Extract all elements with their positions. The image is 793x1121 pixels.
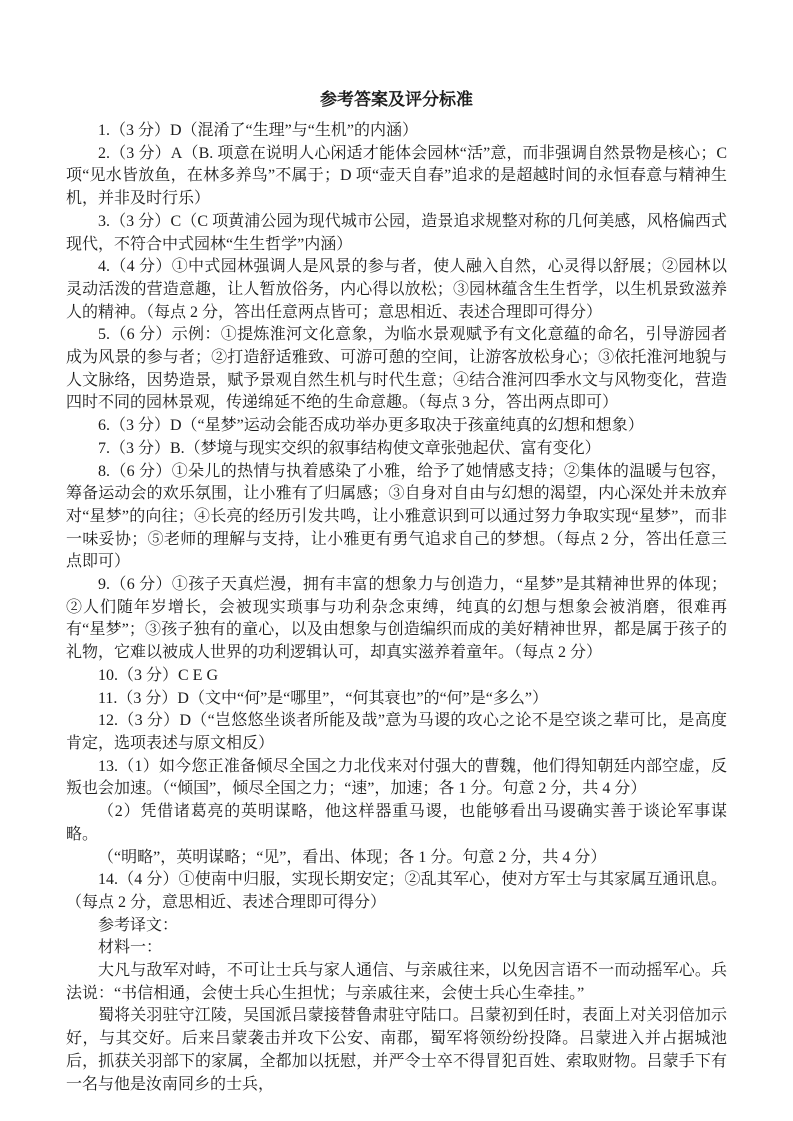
answer-11: 11.（3 分）D（文中“何”是“哪里”，“何其衰也”的“何”是“多么”） <box>98 689 548 707</box>
answer-13-part2-scoring-note: （“明略”，英明谋略；“见”，看出、体现；各 1 分。句意 2 分，共 4 分） <box>98 848 607 866</box>
answer-1: 1.（3 分）D（混淆了“生理”与“生机”的内涵） <box>98 122 418 139</box>
answer-6: 6.（3 分）D（“星梦”运动会能否成功举办更多取决于孩童纯真的幻想和想象） <box>98 417 644 435</box>
answer-10: 10.（3 分）C E G <box>98 666 219 684</box>
answer-4: 4.（4 分）①中式园林强调人是风景的参与者，使人融入自然，心灵得以舒展；②园林以灵动活泼的营造意趣，让人暂放俗务，内心得以放松；③园林蕴含生生哲学，以生机景致滋养人的精神。（每点 2 分，答出任意两点皆可；意思相近、表述合理即可得分） <box>66 258 727 321</box>
translation-paragraph-2: 蜀将关羽驻守江陵，吴国派吕蒙接替鲁肃驻守陆口。吕蒙初到任时，表面上对关羽倍加示好，与其交好。后来吕蒙袭击并攻下公安、南郡，蜀军将领纷纷投降。吕蒙进入并占据城池后，抓获关羽部下的家属，全都加以抚慰，并严令士卒不得冒犯百姓、索取财物。吕蒙手下有一名与他是汝南同乡的士兵， <box>66 1007 727 1093</box>
translation-paragraph-1: 大凡与敌军对峙，不可让士兵与家人通信、与亲戚往来，以免因言语不一而动摇军心。兵法说：“书信相通，会使士兵心生担忧；与亲戚往来，会使士兵心生牵挂。” <box>66 962 727 1002</box>
material-1-heading: 材料一： <box>98 939 163 957</box>
answer-8: 8.（6 分）①朵儿的热情与执着感染了小雅，给予了她情感支持；②集体的温暖与包容，筹备运动会的欢乐氛围，让小雅有了归属感；③自身对自由与幻想的渴望，内心深处并未放弃对“星梦”的向往；④长亮的经历引发共鸣，让小雅意识到可以通过努力争取实现“星梦”，而非一味妥协；⑤老师的理解与支持，让小雅更有勇气追求自己的梦想。（每点 2 分，答出任意三点即可） <box>66 462 727 571</box>
answer-9: 9.（6 分）①孩子天真烂漫，拥有丰富的想象力与创造力，“星梦”是其精神世界的体现；②人们随年岁增长，会被现实琐事与功利杂念束缚，纯真的幻想与想象会被消磨，很难再有“星梦”；③孩子独有的童心，以及由想象与创造编织而成的美好精神世界，都是属于孩子的礼物，它难以被成人世界的功利逻辑认可，却真实滋养着童年。（每点 2 分） <box>66 576 727 662</box>
answer-13-part2: （2）凭借诸葛亮的英明谋略，他这样器重马谡，也能够看出马谡确实善于谈论军事谋略。 <box>66 803 727 843</box>
answer-3: 3.（3 分）C（C 项黄浦公园为现代城市公园，造景追求规整对称的几何美感，风格偏西式现代，不符合中式园林“生生哲学”内涵） <box>66 212 727 253</box>
answer-5: 5.（6 分）示例：①提炼淮河文化意象，为临水景观赋予有文化意蕴的命名，引导游园者成为风景的参与者；②打造舒适雅致、可游可憩的空间，让游客放松身心；③依托淮河地貌与人文脉络，因势造景，赋予景观自然生机与时代生意；④结合淮河四季水文与风物变化，营造四时不同的园林景观，传递绵延不绝的生命意趣。（每点 3 分，答出两点即可） <box>66 326 727 412</box>
answer-13-part1: 13.（1）如今您正准备倾尽全国之力北伐来对付强大的曹魏，他们得知朝廷内部空虚，反叛也会加速。（“倾国”，倾尽全国之力；“速”，加速；各 1 分。句意 2 分，共 4 分） <box>66 757 727 798</box>
answer-12: 12.（3 分）D（“岂悠悠坐谈者所能及哉”意为马谡的攻心之论不是空谈之辈可比，是高度肯定，选项表述与原文相反） <box>66 712 727 752</box>
answer-14: 14.（4 分）①使南中归服，实现长期安定；②乱其军心，使对方军士与其家属互通讯息。（每点 2 分，意思相近、表述合理即可得分） <box>66 871 727 911</box>
answer-2: 2.（3 分）A（B. 项意在说明人心闲适才能体会园林“活”意，而非强调自然景物是核心；C 项“见水皆放鱼，在林多养鸟”不属于；D 项“壶天自春”追求的是超越时间的永恒春意与精神生机，并非及时行乐） <box>66 144 727 208</box>
page-title: 参考答案及评分标准 <box>320 90 473 109</box>
answer-7: 7.（3 分）B.（梦境与现实交织的叙事结构使文章张弛起伏、富有变化） <box>98 439 601 457</box>
reference-translation-heading: 参考译文： <box>98 916 179 934</box>
